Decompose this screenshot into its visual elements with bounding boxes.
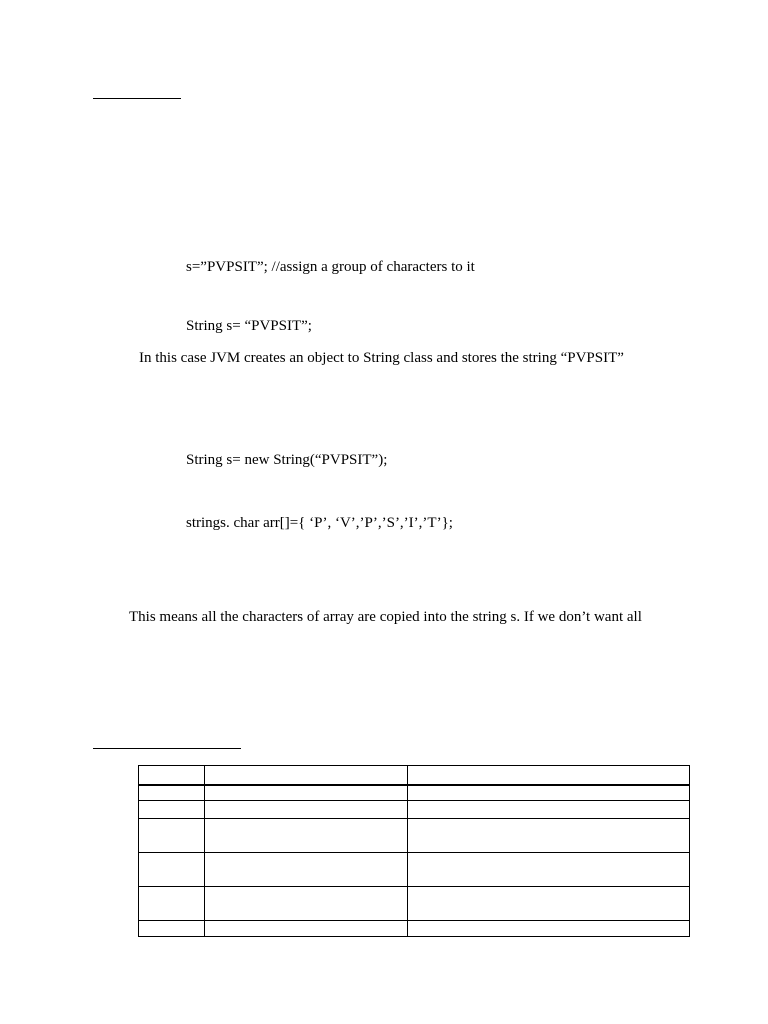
table-cell [408,819,690,853]
table-cell [139,853,205,887]
heading-underline [93,98,181,99]
table-cell [139,921,205,937]
table-cell [408,921,690,937]
table-cell [205,853,408,887]
table-cell [139,785,205,801]
table-cell [205,801,408,819]
table-cell [205,819,408,853]
table-cell [139,766,205,785]
assignment-line: s=”PVPSIT”; //assign a group of characters to it [186,259,475,275]
table-cell [205,785,408,801]
table-cell [205,887,408,921]
table-row [139,785,690,801]
table-row [139,819,690,853]
table-cell [205,766,408,785]
table-cell [408,766,690,785]
table-heading-underline [93,748,241,749]
table-row [139,801,690,819]
table-cell [139,887,205,921]
table-cell [139,819,205,853]
table-row [139,921,690,937]
table-cell [139,801,205,819]
table-cell [408,785,690,801]
method-table [138,765,690,937]
table-header-row [139,766,690,785]
table-cell [205,921,408,937]
new-string-line: String s= new String(“PVPSIT”); [186,452,388,468]
table-row [139,887,690,921]
table-cell [408,887,690,921]
jvm-explanation-line: In this case JVM creates an object to String class and stores the string “PVPSIT” [139,350,624,366]
char-array-line: strings. char arr[]={ ‘P’, ‘V’,’P’,’S’,’I’,’T’}; [186,515,453,531]
string-literal-line: String s= “PVPSIT”; [186,318,312,334]
table-cell [408,853,690,887]
array-copy-explanation-line: This means all the characters of array are copied into the string s. If we don’t want all [129,609,642,625]
table-row [139,853,690,887]
table-cell [408,801,690,819]
